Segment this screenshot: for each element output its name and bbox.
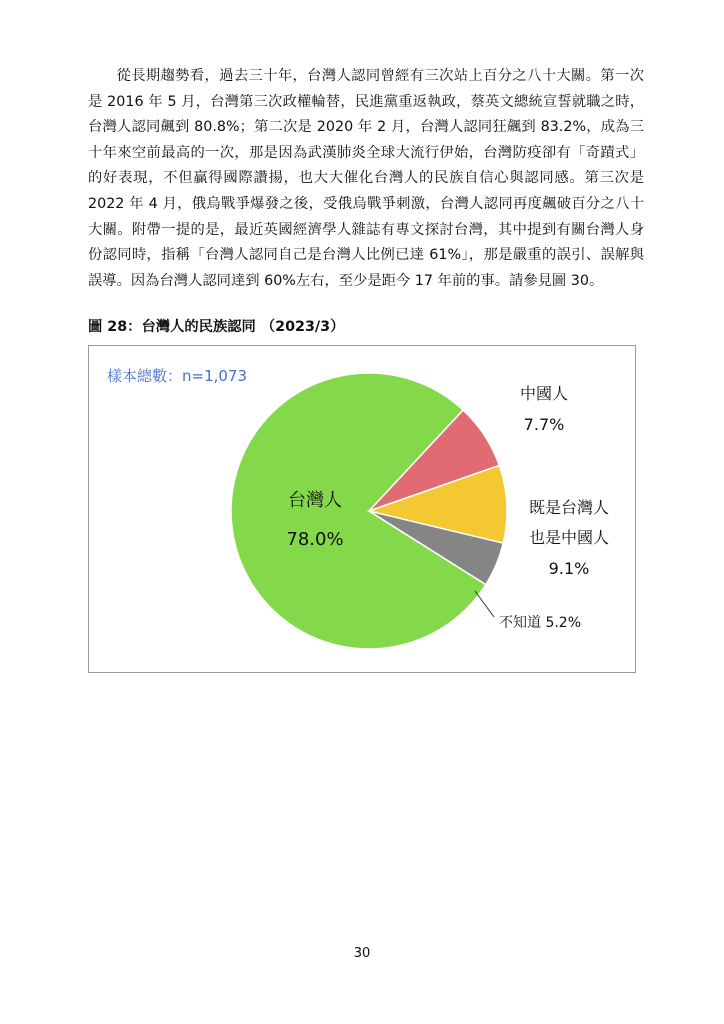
pie-chart xyxy=(89,346,637,674)
slice-value-both: 9.1% xyxy=(548,559,590,578)
body-paragraph: 從長期趨勢看，過去三十年，台灣人認同曾經有三次站上百分之八十大關。第一次是 2016 年 5 月，台灣第三次政權輪替，民進黨重返執政，蔡英文總統宣誓就職之時，台灣人認同飆到 80.8%；第二次是 2020 年 2 月，台灣人認同狂飆到 83.2%，成為三十年來空前最高的一次，那是因為武漢肺炎全球大流行伊始，台灣防疫卻有「奇蹟式」的好表現，不但贏得國際讚揚，也大大催化台灣人的民族自信心與認同感。第三次是 2022 年 4 月，俄烏戰爭爆發之後，受俄烏戰爭刺激，台灣人認同再度飆破百分之八十大關。附帶一提的是，最近英國經濟學人雜誌有專文探討台灣，其中提到有關台灣人身份認同時，指稱「台灣人認同自己是台灣人比例已達 61%」，那是嚴重的誤引、誤解與誤導。因為台灣人認同達到 60%左右，至少是距今 17 年前的事。請參見圖 30。 xyxy=(88,68,644,289)
sample-size-label: 樣本總數：n=1,073 xyxy=(107,367,248,385)
slice-value-chinese: 7.7% xyxy=(523,415,565,434)
leader-line-dont-know xyxy=(475,591,494,617)
slice-label-dont-know-name: 不知道 xyxy=(499,615,541,631)
figure-caption-title: 圖 28：台灣人的民族認同 xyxy=(88,319,256,335)
slice-label-both-line2: 也是中國人 xyxy=(528,528,610,547)
slice-value-dont-know: 5.2% xyxy=(545,615,582,631)
slice-label-both-line1: 既是台灣人 xyxy=(528,498,610,517)
figure-caption-date: （2023/3） xyxy=(260,319,345,335)
figure-caption xyxy=(88,316,344,336)
page-number: 30 xyxy=(353,946,371,961)
chart-frame xyxy=(88,345,636,673)
slice-value-taiwanese: 78.0% xyxy=(286,529,344,550)
slice-label-dont-know xyxy=(499,615,581,631)
slice-label-chinese: 中國人 xyxy=(519,384,569,403)
slice-label-taiwanese: 台灣人 xyxy=(288,490,342,511)
